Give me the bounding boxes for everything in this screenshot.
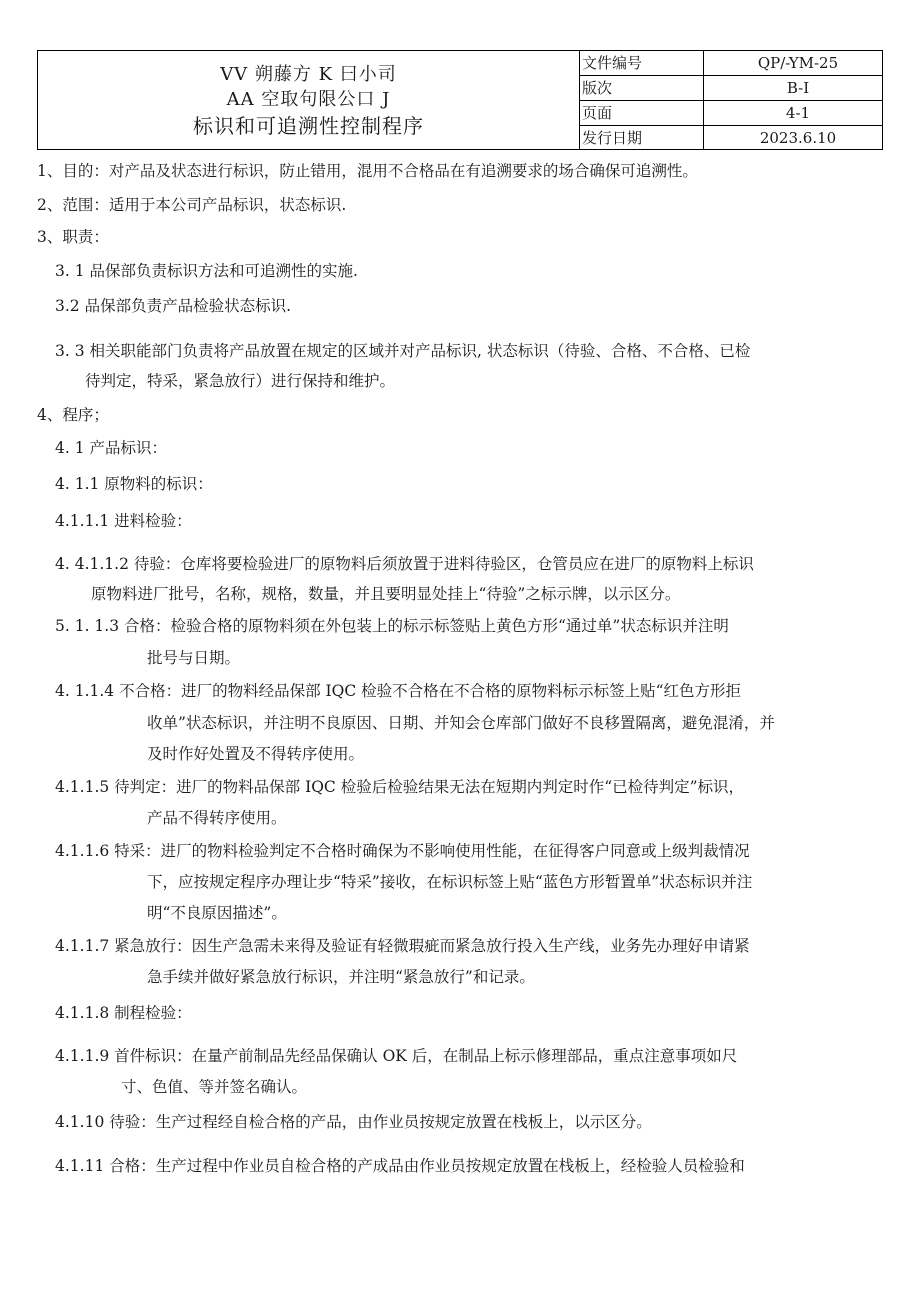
title-block: [38, 51, 580, 149]
meta-row-version: [580, 76, 882, 101]
paragraph-4-1-1-7-cont: 急手续并做好紧急放行标识，并注明“紧急放行”和记录。: [147, 968, 535, 986]
paragraph-3-3: 3. 3 相关职能部门负责将产品放置在规定的区域并对产品标识, 状态标识（待验、合格、不合格、已检: [55, 342, 751, 360]
meta-label: 文件编号: [580, 51, 704, 75]
document-header: [37, 50, 883, 150]
paragraph-4-1-1-6-cont2: 明“不良原因描述”。: [147, 904, 287, 922]
paragraph-4-1-1-6: 4.1.1.6 特采：进厂的物料检验判定不合格时确保为不影响使用性能，在征得客户同意或上级判裁情况: [55, 842, 750, 860]
meta-value: QP/-YM-25: [757, 54, 839, 72]
section-responsibility-heading: 3、职责：: [37, 228, 109, 246]
meta-value: 2023.6.10: [759, 129, 837, 147]
paragraph-4-1-1-7: 4.1.1.7 紧急放行：因生产急需未来得及验证有轻微瑕疵而紧急放行投入生产线，业务先办理好申请紧: [55, 937, 750, 955]
section-purpose: 1、目的：对产品及状态进行标识，防止错用，混用不合格品在有追溯要求的场合确保可追溯性。: [37, 162, 698, 180]
paragraph-4-1-1-6-cont1: 下，应按规定程序办理让步“特采”接收，在标识标签上贴“蓝色方形暂置单”状态标识并注: [147, 873, 753, 891]
paragraph-4-1-1-5: 4.1.1.5 待判定：进厂的物料品保部 IQC 检验后检验结果无法在短期内判定时作“已检待判定”标识，: [55, 778, 745, 796]
paragraph-4-1-1-4: 4. 1.1.4 不合格：进厂的物料经品保部 IQC 检验不合格在不合格的原物料标示标签上贴“红色方形拒: [55, 682, 742, 700]
paragraph-4-1-1-9-cont: 寸、色值、等并签名确认。: [121, 1078, 308, 1096]
paragraph-4-1-11: 4.1.11 合格：生产过程中作业员自检合格的产成品由作业员按规定放置在栈板上，经检验人员检验和: [55, 1157, 745, 1175]
paragraph-4-1-10: 4.1.10 待验：生产过程经自检合格的产品，由作业员按规定放置在栈板上，以示区分。: [55, 1113, 652, 1131]
section-scope: 2、范围：适用于本公司产品标识，状态标识.: [37, 196, 347, 214]
meta-value: B-I: [786, 79, 810, 97]
paragraph-4-1-1-2: 4. 4.1.1.2 待验：仓库将要检验进厂的原物料后须放置于进料待验区，仓管员应在进厂的原物料上标识: [55, 555, 754, 573]
paragraph-4-1-1: 4. 1.1 原物料的标识：: [55, 475, 213, 493]
paragraph-4-1: 4. 1 产品标识：: [55, 439, 168, 457]
meta-row-issue-date: [580, 126, 882, 150]
paragraph-3-3-cont: 待判定，特采，紧急放行）进行保持和维护。: [85, 372, 396, 390]
paragraph-4-1-1-3-cont: 批号与日期。: [147, 649, 241, 667]
paragraph-4-1-1-4-cont2: 及时作好处置及不得转序使用。: [147, 745, 365, 763]
paragraph-3-2: 3.2 品保部负责产品检验状态标识.: [55, 297, 292, 315]
paragraph-4-1-1-5-cont: 产品不得转序使用。: [147, 809, 287, 827]
meta-row-page: [580, 101, 882, 126]
meta-label: 发行日期: [580, 126, 704, 150]
paragraph-4-1-1-8: 4.1.1.8 制程检验：: [55, 1004, 192, 1022]
paragraph-4-1-1-2-cont: 原物料进厂批号，名称，规格，数量，并且要明显处挂上“待验”之标示牌，以示区分。: [91, 585, 681, 603]
paragraph-4-1-1-4-cont1: 收单”状态标识，并注明不良原因、日期、并知会仓库部门做好不良移置隔离，避免混淆，并: [147, 714, 775, 732]
meta-label: 页面: [580, 101, 704, 125]
company-name-line2: AA 空取句限公口 J: [226, 89, 391, 110]
document-title: 标识和可追溯性控制程序: [193, 114, 424, 138]
paragraph-3-1: 3. 1 品保部负责标识方法和可追溯性的实施.: [55, 262, 358, 280]
section-procedure-heading: 4、程序；: [37, 406, 109, 424]
meta-row-doc-number: [580, 51, 882, 76]
company-name-line1: VV 朔藤方 K 曰小司: [220, 64, 397, 85]
meta-value: 4-1: [785, 104, 811, 122]
paragraph-4-1-1-3: 5. 1. 1.3 合格：检验合格的原物料须在外包装上的标示标签贴上黄色方形“通过单”状态标识并注明: [55, 617, 729, 635]
meta-label: 版次: [580, 76, 704, 100]
paragraph-4-1-1-9: 4.1.1.9 首件标识：在量产前制品先经品保确认 OK 后，在制品上标示修理部品，重点注意事项如尺: [55, 1047, 738, 1065]
paragraph-4-1-1-1: 4.1.1.1 进料检验：: [55, 512, 192, 530]
document-meta-table: [580, 51, 882, 149]
